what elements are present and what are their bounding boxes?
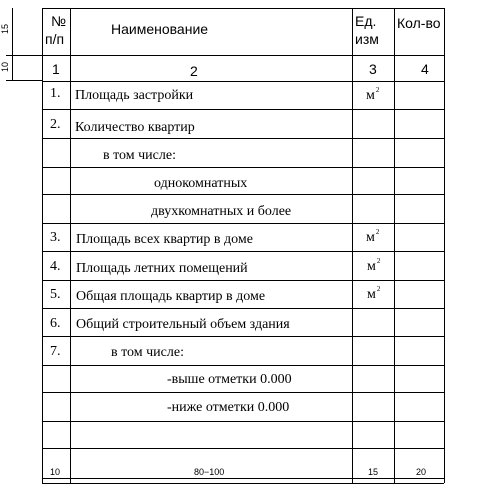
row-unit: $м^2$ xyxy=(366,86,380,103)
row-divider xyxy=(42,421,444,422)
column-number: 1 xyxy=(52,61,60,77)
row-number: 6. xyxy=(50,316,61,331)
row-unit: $м^2$ xyxy=(366,228,380,245)
column-number: 4 xyxy=(421,61,429,77)
row-divider xyxy=(42,55,444,56)
column-divider xyxy=(70,8,71,483)
row-unit: $м^2$ xyxy=(367,285,381,302)
row-divider xyxy=(42,251,444,252)
row-name: Площадь застройки xyxy=(75,88,194,103)
row-name: в том числе: xyxy=(103,148,176,163)
row-divider xyxy=(42,194,444,195)
row-name: Общий строительный объем здания xyxy=(76,317,290,332)
row-divider xyxy=(42,138,444,139)
table-border-bottom xyxy=(42,483,444,484)
row-divider xyxy=(42,365,444,366)
row-unit: $м^2$ xyxy=(367,257,381,274)
row-name: однокомнатных xyxy=(154,176,248,191)
header-name: Наименование xyxy=(111,21,209,37)
header-unit-line1: Ед. xyxy=(355,13,377,29)
row-number: 1. xyxy=(50,86,61,101)
row-divider xyxy=(42,448,444,449)
row-name: двухкомнатных и более xyxy=(151,204,292,219)
table-border-right xyxy=(444,8,445,483)
header-no-line1: № xyxy=(51,13,67,29)
column-divider xyxy=(352,8,353,483)
dimension-extension xyxy=(12,55,42,56)
row-divider xyxy=(42,223,444,224)
header-qty: Кол-во xyxy=(397,15,441,31)
row-name: Количество квартир xyxy=(75,120,195,135)
row-number: 3. xyxy=(50,230,61,245)
row-number: 4. xyxy=(50,259,61,274)
row-divider xyxy=(42,280,444,281)
row-name: Общая площадь квартир в доме xyxy=(76,289,266,304)
table-border-top xyxy=(42,8,444,9)
dimension-label: 80−100 xyxy=(194,467,225,477)
row-name: -выше отметки 0.000 xyxy=(167,372,292,387)
column-divider xyxy=(394,8,395,483)
dimension-line xyxy=(42,478,444,479)
row-name: -ниже отметки 0.000 xyxy=(167,400,290,415)
row-number: 7. xyxy=(50,344,61,359)
row-divider xyxy=(42,336,444,337)
row-divider xyxy=(42,308,444,309)
row-divider xyxy=(42,81,444,82)
table-border-left xyxy=(42,8,43,483)
column-number: 3 xyxy=(369,61,377,77)
dimension-label: 15 xyxy=(0,23,11,35)
row-divider xyxy=(42,109,444,110)
dimension-extension xyxy=(12,80,42,81)
dimension-label: 20 xyxy=(416,467,427,477)
row-divider xyxy=(42,392,444,393)
dimension-label: 10 xyxy=(50,467,61,477)
dimension-label: 15 xyxy=(368,467,379,477)
column-number: 2 xyxy=(190,63,198,79)
dimension-line xyxy=(12,8,13,80)
dimension-label: 10 xyxy=(0,61,11,73)
row-number: 2. xyxy=(50,117,61,132)
row-number: 5. xyxy=(50,287,61,302)
row-divider xyxy=(42,167,444,168)
row-name: Площадь всех квартир в доме xyxy=(76,232,253,247)
header-no-line2: п/п xyxy=(45,31,65,47)
row-name: в том числе: xyxy=(111,345,184,360)
header-unit-line2: изм xyxy=(355,31,379,47)
row-name: Площадь летних помещений xyxy=(76,261,248,276)
